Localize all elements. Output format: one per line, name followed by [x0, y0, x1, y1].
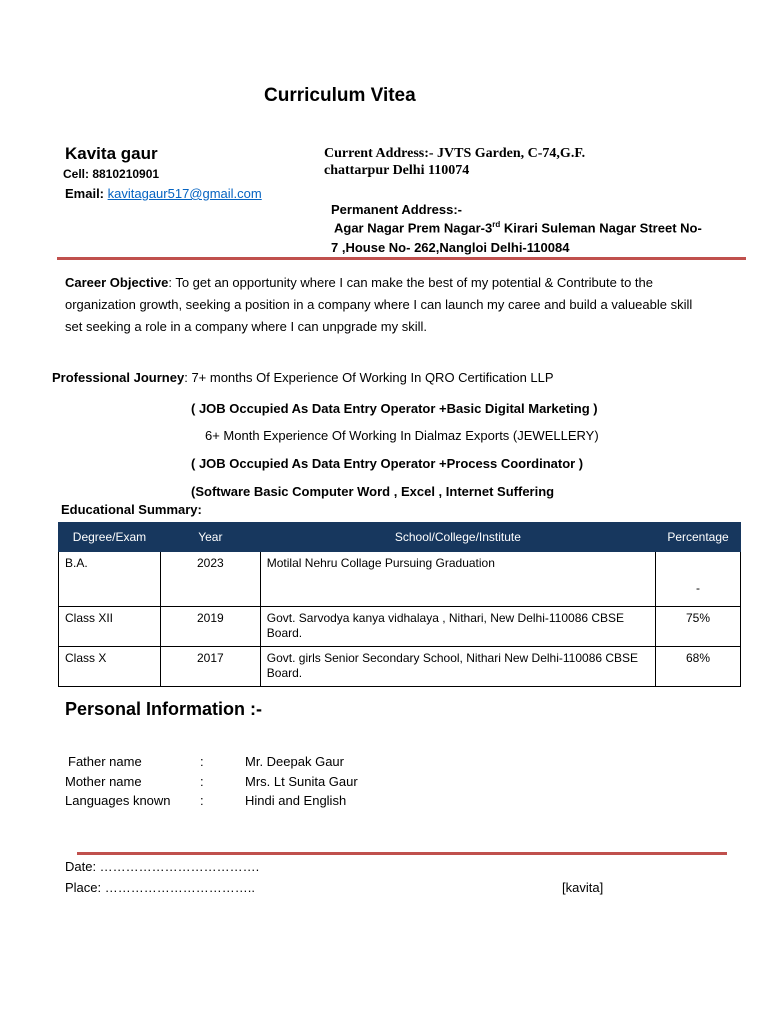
- signature: [kavita]: [562, 880, 604, 895]
- degree-cell: Class XII: [59, 607, 161, 647]
- degree-cell: Class X: [59, 647, 161, 687]
- candidate-name: Kavita gaur: [65, 144, 158, 163]
- career-objective: [65, 272, 705, 338]
- school-cell: Motilal Nehru Collage Pursuing Graduation: [260, 552, 655, 607]
- permanent-address-part-b: Kirari Suleman Nagar Street No-: [500, 220, 702, 236]
- journey-text1: : 7+ months Of Experience Of Working In QRO Certification LLP: [184, 370, 554, 385]
- education-label: Educational Summary:: [61, 502, 202, 517]
- journey-line5: (Software Basic Computer Word , Excel , Internet Suffering: [191, 484, 555, 499]
- education-table: [58, 522, 741, 687]
- school-cell: Govt. girls Senior Secondary School, Nithari New Delhi-110086 CBSE Board.: [260, 647, 655, 687]
- place-line: Place: ……………………………..: [65, 880, 255, 895]
- permanent-address-sup: rd: [492, 220, 501, 229]
- career-objective-text: : To get an opportunity where I can make the best of my potential & Contribute to the organization growth, seeking a position in a company where I can launch my caree and build a valueable skill set seeking a role in a company where I can unpgrade my skill.: [65, 275, 693, 334]
- permanent-address-part-a: Agar Nagar Prem Nagar-3: [334, 220, 493, 236]
- table-row: [59, 607, 741, 647]
- header-percentage: Percentage: [656, 523, 741, 552]
- journey-line1: [52, 370, 554, 385]
- journey-label: Professional Journey: [52, 370, 185, 385]
- mother-name-sep: :: [200, 774, 204, 789]
- education-header-row: [59, 523, 741, 552]
- email-line: [65, 186, 262, 201]
- father-name-label: Father name: [68, 754, 142, 769]
- languages-sep: :: [200, 793, 204, 808]
- personal-info-heading: Personal Information :-: [65, 699, 263, 719]
- father-name-value: Mr. Deepak Gaur: [245, 754, 344, 769]
- current-address-line1: Current Address:- JVTS Garden, C-74,G.F.: [324, 146, 586, 161]
- career-objective-label: Career Objective: [65, 275, 169, 290]
- header-year: Year: [160, 523, 260, 552]
- date-line: Date: ……………………………….: [65, 859, 260, 874]
- year-cell: 2023: [160, 552, 260, 607]
- father-name-sep: :: [200, 754, 204, 769]
- journey-line3: 6+ Month Experience Of Working In Dialmaz Exports (JEWELLERY): [205, 428, 599, 443]
- table-row: [59, 552, 741, 607]
- permanent-address-line1: [334, 220, 702, 235]
- email-link[interactable]: kavitagaur517@gmail.com: [107, 186, 262, 201]
- footer-divider: [77, 852, 727, 855]
- header-degree: Degree/Exam: [59, 523, 161, 552]
- current-address-line2: chattarpur Delhi 110074: [324, 163, 470, 178]
- header-school: School/College/Institute: [260, 523, 655, 552]
- degree-cell: B.A.: [59, 552, 161, 607]
- year-cell: 2019: [160, 607, 260, 647]
- header-divider: [57, 257, 746, 260]
- year-cell: 2017: [160, 647, 260, 687]
- school-cell: Govt. Sarvodya kanya vidhalaya , Nithari, New Delhi-110086 CBSE Board.: [260, 607, 655, 647]
- permanent-address-line2: 7 ,House No- 262,Nangloi Delhi-110084: [331, 240, 570, 255]
- permanent-address-label: Permanent Address:-: [331, 202, 462, 217]
- cell-number: Cell: 8810210901: [63, 167, 160, 181]
- email-label: Email:: [65, 186, 108, 201]
- percentage-cell: -: [656, 552, 741, 607]
- table-row: [59, 647, 741, 687]
- mother-name-value: Mrs. Lt Sunita Gaur: [245, 774, 358, 789]
- document-title: Curriculum Vitea: [264, 85, 416, 106]
- percentage-cell: 75%: [656, 607, 741, 647]
- languages-label: Languages known: [65, 793, 171, 808]
- mother-name-label: Mother name: [65, 774, 142, 789]
- journey-line2: ( JOB Occupied As Data Entry Operator +Basic Digital Marketing ): [191, 401, 598, 416]
- languages-value: Hindi and English: [245, 793, 347, 808]
- percentage-cell: 68%: [656, 647, 741, 687]
- journey-line4: ( JOB Occupied As Data Entry Operator +Process Coordinator ): [191, 456, 584, 471]
